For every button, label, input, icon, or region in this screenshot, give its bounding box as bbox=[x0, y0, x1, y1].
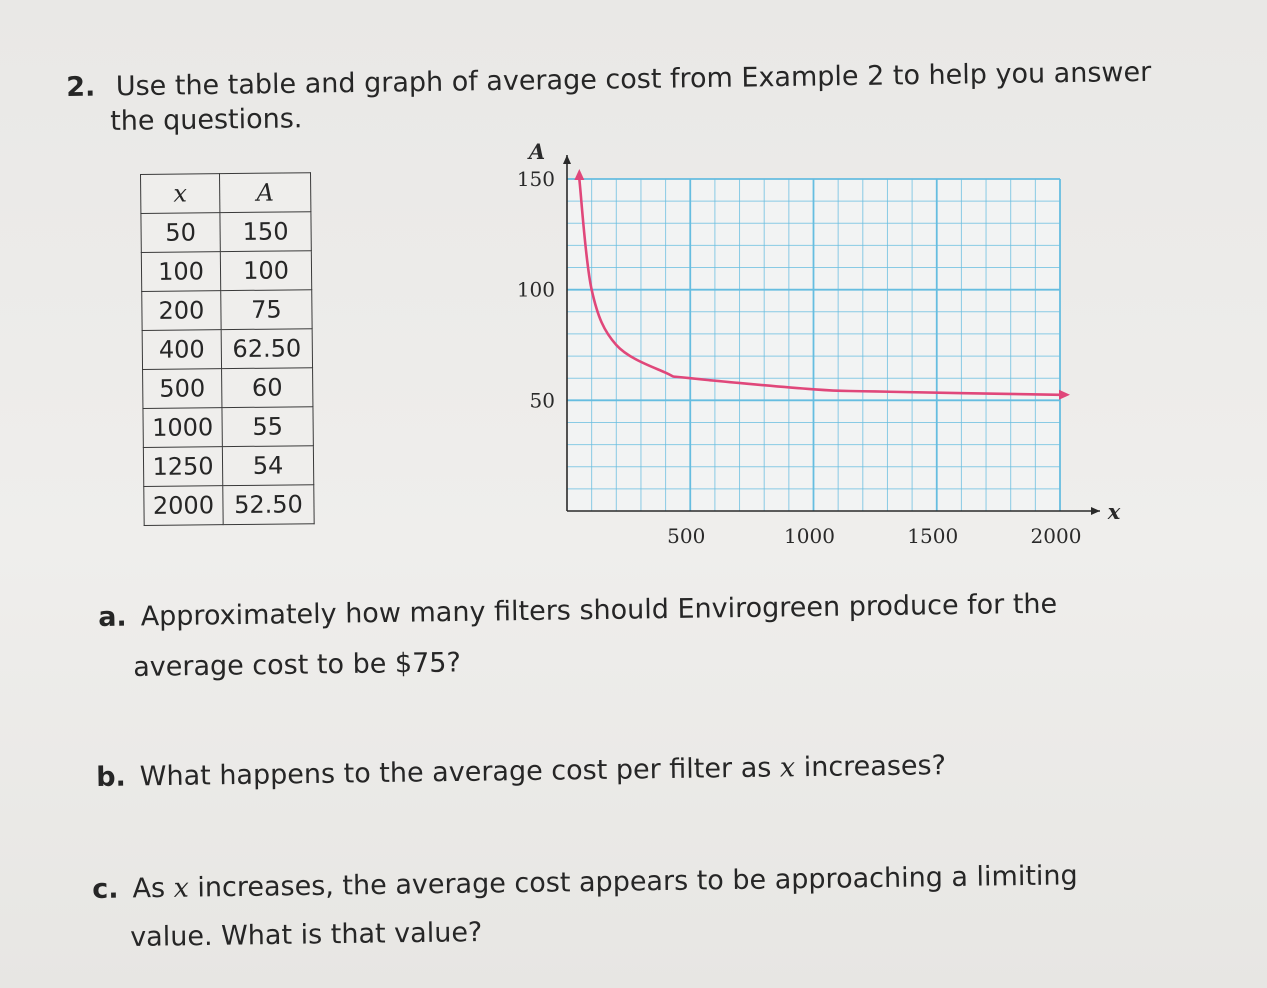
subquestion-b-text-pre: What happens to the average cost per filter as bbox=[139, 752, 781, 793]
x-axis-arrowhead bbox=[1091, 507, 1100, 515]
table-row bbox=[141, 251, 311, 292]
subquestion-b-variable: x bbox=[779, 752, 796, 784]
table-cell: 500 bbox=[143, 369, 222, 409]
table-header-row bbox=[141, 173, 311, 214]
question-number: 2. bbox=[66, 71, 96, 103]
table-cell: 54 bbox=[222, 446, 313, 486]
subquestion-b bbox=[96, 750, 946, 793]
table-row bbox=[143, 446, 313, 487]
table-row bbox=[143, 407, 313, 448]
table-row bbox=[144, 485, 314, 526]
x-tick-label: 500 bbox=[667, 524, 706, 545]
y-tick-label: 50 bbox=[529, 388, 555, 413]
average-cost-table bbox=[140, 172, 315, 526]
x-tick-label: 2000 bbox=[1030, 524, 1082, 545]
subquestion-b-text-post: increases? bbox=[794, 750, 947, 784]
curve-end-arrowhead bbox=[1059, 390, 1070, 400]
table-cell: 1250 bbox=[143, 447, 222, 487]
question-line-1 bbox=[66, 57, 1151, 103]
subquestion-a-letter: a. bbox=[98, 601, 127, 633]
subquestion-c-text-post: increases, the average cost appears to be approaching a limiting bbox=[188, 860, 1078, 904]
x-axis-label: x bbox=[1107, 499, 1121, 524]
table-cell: 52.50 bbox=[223, 485, 314, 525]
subquestion-c-variable: x bbox=[173, 872, 190, 904]
table-cell: 55 bbox=[222, 407, 313, 447]
question-text-1: Use the table and graph of average cost from Example 2 to help you answer bbox=[115, 56, 1152, 103]
subquestion-a-line-2 bbox=[133, 647, 461, 683]
y-tick-label: 150 bbox=[516, 167, 555, 191]
table-cell: 100 bbox=[141, 252, 220, 292]
subquestion-c-line-2 bbox=[130, 917, 482, 953]
y-axis-label: A bbox=[528, 139, 546, 164]
curve-start-arrowhead bbox=[574, 169, 584, 180]
y-tick-label: 100 bbox=[516, 277, 555, 302]
table-row bbox=[142, 329, 312, 370]
average-cost-graph bbox=[500, 135, 1140, 545]
table-cell: 400 bbox=[142, 330, 221, 370]
x-tick-label: 1000 bbox=[784, 524, 835, 545]
table-cell: 150 bbox=[220, 212, 311, 252]
table-row bbox=[143, 368, 313, 409]
table-cell: 100 bbox=[220, 251, 311, 291]
subquestion-b-letter: b. bbox=[96, 761, 127, 793]
table-cell: 62.50 bbox=[221, 329, 312, 369]
graph-grid bbox=[567, 179, 1060, 511]
table-cell: 50 bbox=[141, 213, 220, 253]
table-header-a: A bbox=[220, 173, 311, 213]
subquestion-a-text: Approximately how many filters should Envirogreen produce for the bbox=[140, 588, 1058, 633]
table-cell: 60 bbox=[222, 368, 313, 408]
subquestion-a-line-1 bbox=[98, 589, 1057, 633]
table-row bbox=[141, 212, 311, 253]
subquestion-c-text-pre: As bbox=[132, 872, 174, 905]
subquestion-c-letter: c. bbox=[92, 873, 119, 905]
x-tick-label: 1500 bbox=[907, 524, 959, 545]
table-header-x: x bbox=[141, 174, 220, 214]
subquestion-c-line-1 bbox=[92, 860, 1078, 905]
y-axis-arrowhead bbox=[563, 155, 571, 164]
table-cell: 2000 bbox=[144, 486, 223, 526]
table-cell: 200 bbox=[142, 291, 221, 331]
subquestion-a-text-2: average cost to be $75? bbox=[133, 647, 462, 683]
question-line-2 bbox=[110, 103, 303, 137]
table-row bbox=[142, 290, 312, 331]
question-text-2: the questions. bbox=[110, 103, 303, 137]
table-cell: 1000 bbox=[143, 408, 222, 448]
subquestion-c-text-2: value. What is that value? bbox=[130, 917, 483, 953]
table-cell: 75 bbox=[221, 290, 312, 330]
